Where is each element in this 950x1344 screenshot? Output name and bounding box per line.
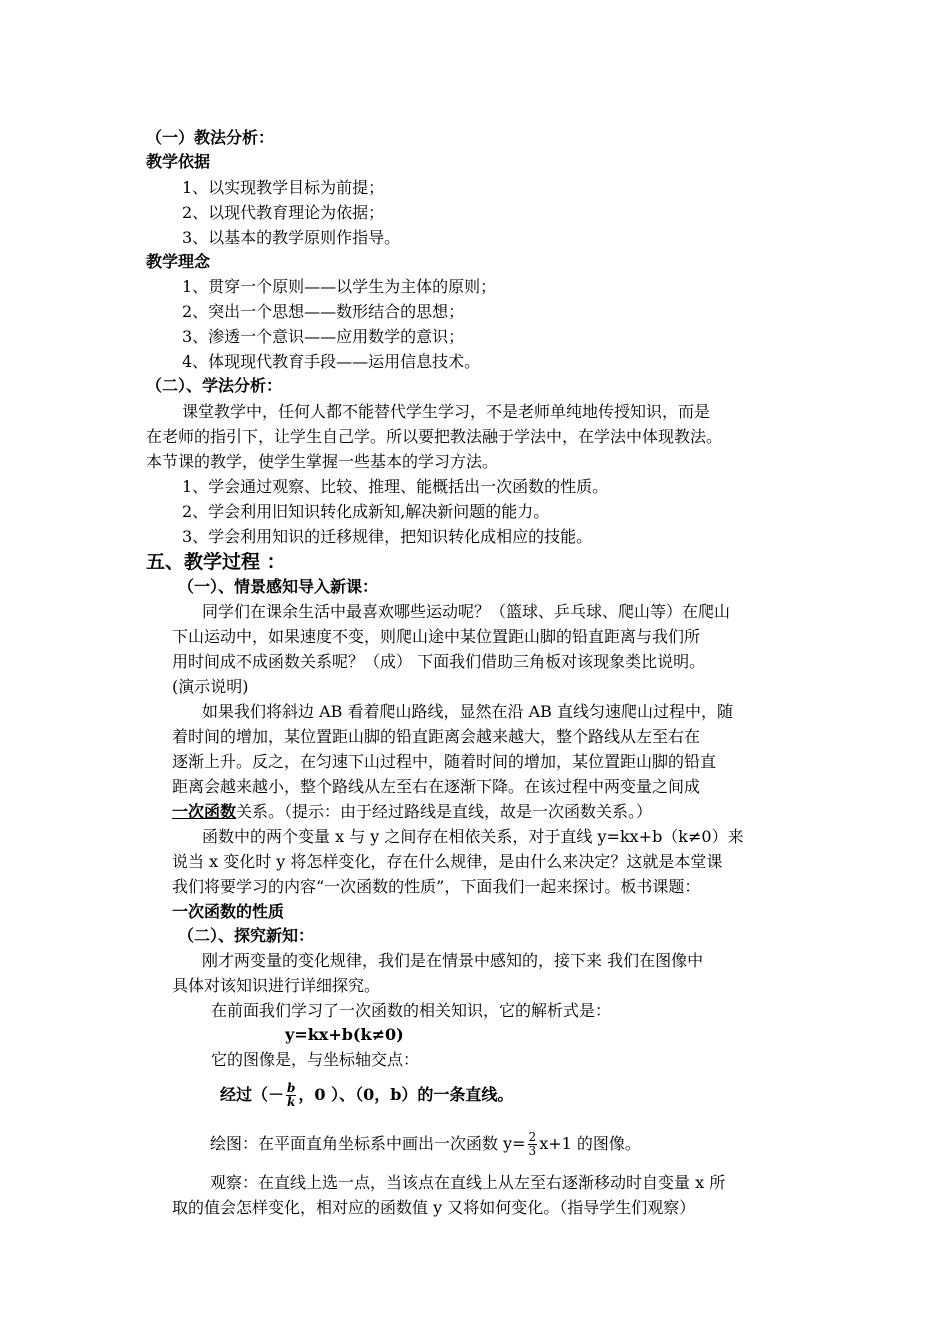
paragraph-line: 函数中的两个变量 x 与 y 之间存在相依关系，对于直线 y=kx+b（k≠0）来 bbox=[202, 827, 744, 846]
subsection-title: （一）、情景感知导入新课： bbox=[178, 577, 379, 596]
paragraph-line: 逐渐上升。反之，在匀速下山过程中，随着时间的增加，某位置距山脚的铅直 bbox=[172, 752, 717, 771]
fraction-denominator: 3 bbox=[528, 1144, 537, 1158]
paragraph-line: 具体对该知识进行详细探究。 bbox=[172, 976, 381, 995]
paragraph-line: 用时间成不成函数关系呢？（成） 下面我们借助三角板对该现象类比说明。 bbox=[172, 652, 706, 671]
intersection-line bbox=[220, 1082, 513, 1109]
idea-item: 2、突出一个思想——数形结合的思想； bbox=[182, 302, 465, 321]
teaching-idea-title: 教学理念 bbox=[146, 252, 211, 271]
subsection-title: （二）、探究新知： bbox=[178, 926, 315, 945]
paragraph-line: 下山运动中，如果速度不变，则爬山途中某位置距山脚的铅直距离与我们所 bbox=[172, 627, 701, 646]
fraction-two-thirds bbox=[528, 1131, 538, 1158]
teaching-basis-title: 教学依据 bbox=[146, 152, 211, 171]
paragraph-line: 它的图像是，与坐标轴交点： bbox=[211, 1050, 420, 1069]
lesson-topic: 一次函数的性质 bbox=[172, 902, 285, 921]
fraction-b-over-k bbox=[286, 1082, 296, 1109]
paragraph-line: 在老师的指引下，让学生自己学。所以要把教法融于学法中，在学法中体现教法。 bbox=[146, 427, 723, 446]
section-learning-method-title: （二）、学法分析： bbox=[146, 376, 283, 395]
paragraph-text: 关系。（提示：由于经过路线是直线，故是一次函数关系。） bbox=[236, 802, 653, 821]
underlined-term: 一次函数 bbox=[172, 802, 237, 821]
section-teaching-method-title: （一）教法分析： bbox=[146, 128, 275, 147]
paragraph-line: 刚才两变量的变化规律，我们是在情景中感知的，接下来 我们在图像中 bbox=[202, 951, 704, 970]
paragraph-line: 取的值会怎样变化，相对应的函数值 y 又将如何变化。（指导学生们观察） bbox=[172, 1198, 696, 1217]
learning-item: 3、学会利用知识的迁移规律，把知识转化成相应的技能。 bbox=[182, 527, 593, 546]
formula: y=kx+b(k≠0) bbox=[285, 1025, 404, 1044]
chapter-heading: 五、教学过程 ： bbox=[146, 551, 286, 573]
basis-item: 2、以现代教育理论为依据； bbox=[182, 203, 385, 222]
fraction-numerator: 2 bbox=[528, 1130, 537, 1144]
paragraph-line: 说当 x 变化时 y 将怎样变化，存在什么规律，是由什么来决定？这就是本堂课 bbox=[172, 852, 723, 871]
paragraph-line: 同学们在课余生活中最喜欢哪些运动呢？（篮球、乒乓球、爬山等）在爬山 bbox=[202, 602, 731, 621]
learning-item: 1、学会通过观察、比较、推理、能概括出一次函数的性质。 bbox=[182, 477, 609, 496]
fraction-numerator: b bbox=[287, 1081, 296, 1095]
paragraph-line: 课堂教学中，任何人都不能替代学生学习，不是老师单纯地传授知识，而是 bbox=[182, 402, 711, 421]
paragraph-line: 如果我们将斜边 AB 看着爬山路线，显然在沿 AB 直线匀速爬山过程中，随 bbox=[202, 702, 733, 721]
draw-text: 绘图：在平面直角坐标系中画出一次函数 y= bbox=[210, 1134, 526, 1153]
learning-item: 2、学会利用旧知识转化成新知,解决新问题的能力。 bbox=[182, 502, 550, 521]
basis-item: 1、以实现教学目标为前提； bbox=[182, 178, 385, 197]
draw-line bbox=[210, 1131, 641, 1158]
paragraph-line: 距离会越来越小，整个路线从左至右在逐渐下降。在该过程中两变量之间成 bbox=[172, 777, 701, 796]
paragraph-line: 我们将要学习的内容“一次函数的性质”，下面我们一起来探讨。板书课题： bbox=[172, 877, 701, 896]
paragraph-line bbox=[172, 801, 652, 823]
paragraph-line: 着时间的增加，某位置距山脚的铅直距离会越来越大，整个路线从左至右在 bbox=[172, 727, 701, 746]
intersection-text: ，0 ）、（0，b）的一条直线。 bbox=[298, 1085, 514, 1104]
draw-text: x+1 的图像。 bbox=[539, 1134, 641, 1153]
paragraph-line: 在前面我们学习了一次函数的相关知识，它的解析式是： bbox=[211, 1001, 612, 1020]
idea-item: 3、渗透一个意识——应用数学的意识； bbox=[182, 327, 465, 346]
intersection-text: 经过（－ bbox=[220, 1085, 285, 1104]
paragraph-line: (演示说明) bbox=[172, 677, 249, 696]
idea-item: 4、体现现代教育手段——运用信息技术。 bbox=[182, 352, 481, 371]
basis-item: 3、以基本的教学原则作指导。 bbox=[182, 228, 401, 247]
paragraph-line: 本节课的教学，使学生掌握一些基本的学习方法。 bbox=[146, 452, 499, 471]
paragraph-line: 观察：在直线上选一点，当该点在直线上从左至右逐渐移动时自变量 x 所 bbox=[210, 1173, 726, 1192]
fraction-denominator: k bbox=[287, 1095, 296, 1109]
idea-item: 1、贯穿一个原则——以学生为主体的原则； bbox=[182, 277, 497, 296]
